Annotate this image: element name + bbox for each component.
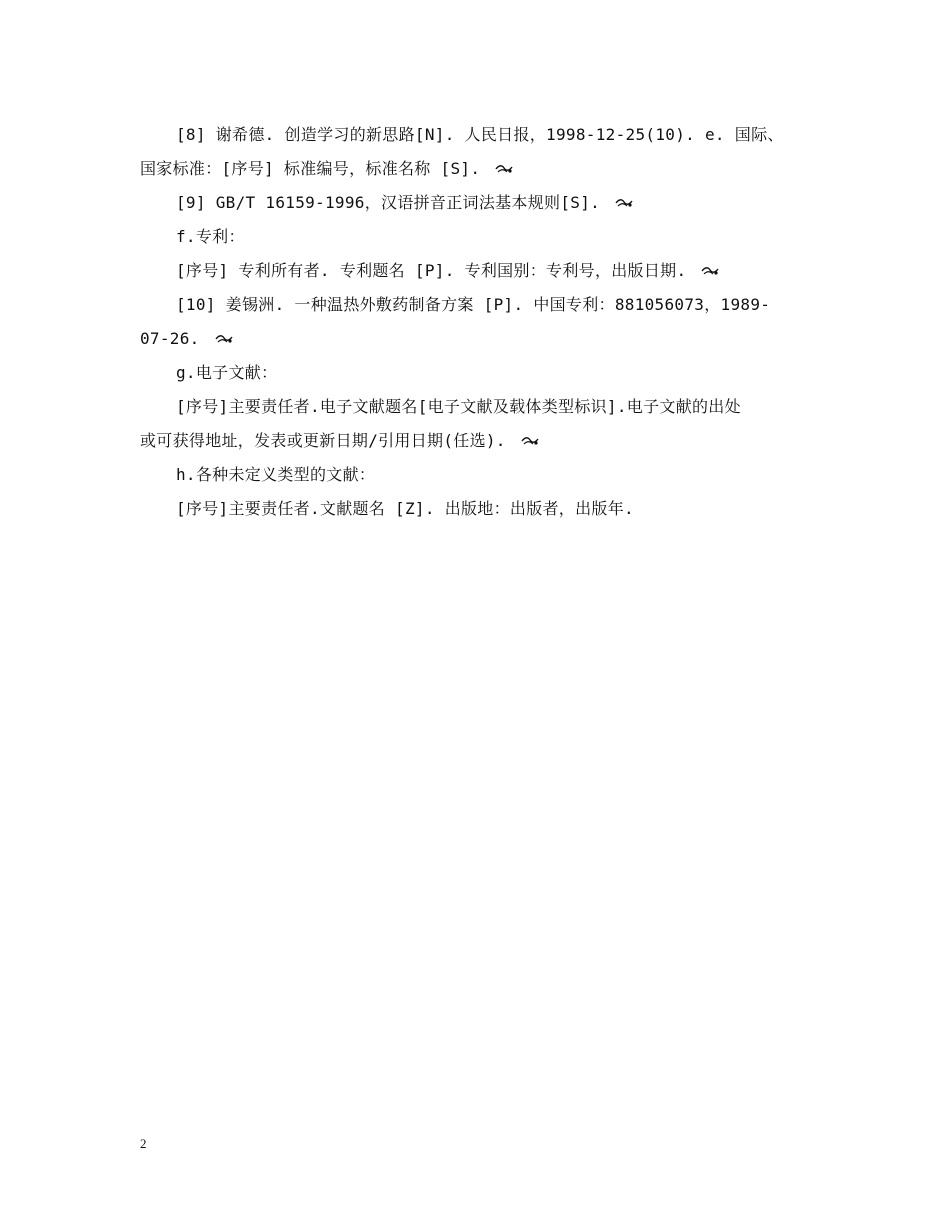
paragraph-mark-icon: [214, 333, 234, 345]
electronic-format-text: [序号]主要责任者.电子文献题名[电子文献及载体类型标识].电子文献的出处: [176, 397, 741, 416]
reference-line-10-continued: [140, 322, 815, 356]
reference-continued-text: 07-26.: [140, 329, 200, 348]
undefined-type-heading-text: h.各种未定义类型的文献：: [176, 465, 376, 484]
reference-text: [9] GB/T 16159-1996，汉语拼音正词法基本规则[S].: [176, 193, 601, 212]
page-number: 2: [140, 1136, 147, 1151]
patent-format-text: [序号] 专利所有者. 专利题名 [P]. 专利国别：专利号，出版日期.: [176, 261, 687, 280]
reference-text: [10] 姜锡洲. 一种温热外敷药制备方案 [P]. 中国专利：881056073，1989-: [176, 295, 771, 314]
electronic-format-line: [140, 390, 815, 424]
patent-format-line: [140, 254, 815, 288]
paragraph-mark-icon: [700, 265, 720, 277]
electronic-format-continued-text: 或可获得地址，发表或更新日期/引用日期(任选).: [140, 431, 506, 450]
standard-format-text: 国家标准：[序号] 标准编号，标准名称 [S].: [140, 159, 481, 178]
paragraph-mark-icon: [494, 163, 514, 175]
undefined-type-format-line: [140, 492, 815, 526]
reference-line-9: [140, 186, 815, 220]
paragraph-mark-icon: [520, 435, 540, 447]
electronic-heading-text: g.电子文献：: [176, 363, 278, 382]
reference-line-10: [140, 288, 815, 322]
reference-line-8: [140, 118, 815, 152]
paragraph-mark-icon: [614, 197, 634, 209]
patent-heading-text: f.专利：: [176, 227, 245, 246]
patent-heading-line: [140, 220, 815, 254]
reference-text: [8] 谢希德. 创造学习的新思路[N]. 人民日报，1998-12-25(10). e. 国际、: [176, 125, 784, 144]
standard-format-line: [140, 152, 815, 186]
document-body: [140, 118, 815, 526]
electronic-heading-line: [140, 356, 815, 390]
electronic-format-continued-line: [140, 424, 815, 458]
undefined-type-format-text: [序号]主要责任者.文献题名 [Z]. 出版地：出版者，出版年.: [176, 499, 634, 518]
undefined-type-heading-line: [140, 458, 815, 492]
